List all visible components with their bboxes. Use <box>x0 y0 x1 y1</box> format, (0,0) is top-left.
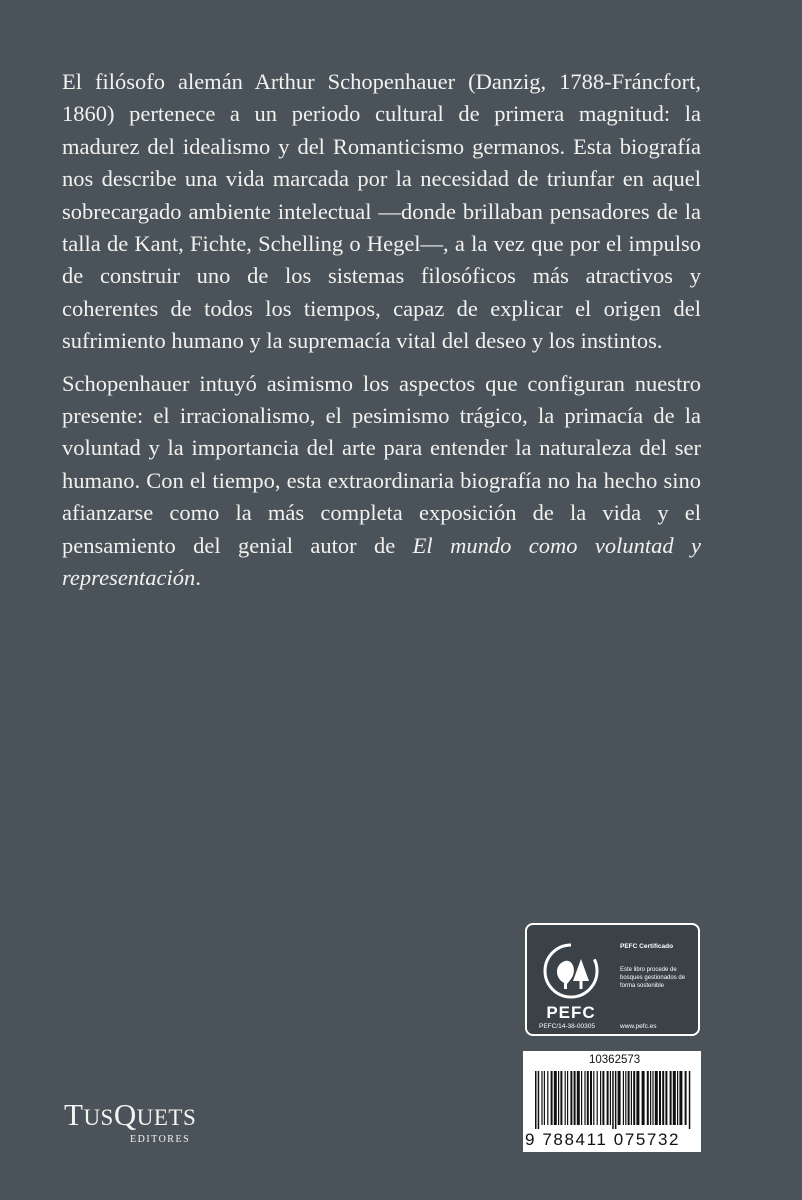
barcode-bar <box>610 1071 611 1125</box>
blurb-paragraph-1: El filósofo alemán Arthur Schopenhauer (Danzig, 1788-Fráncfort, 1860) pertenece a un periodo cultural de primera magnitud: la madurez del idealismo y del Romanticismo germanos. Esta biografía nos describe una vida marcada por la necesidad de triunfar en aquel sobrecargado ambiente intelectual —donde brillaban pensadores de la talla de Kant, Fichte, Schelling o Hegel—, a la vez que por el impulso de construir uno de los sistemas filosóficos más atractivos y coherentes de todos los tiempos, capaz de explicar el origen del sufrimiento humano y la supremacía vital del deseo y los instintos. <box>62 69 701 354</box>
barcode-bar <box>628 1071 630 1125</box>
isbn-barcode <box>523 1051 701 1152</box>
barcode-bar <box>623 1071 624 1125</box>
barcode-bar <box>625 1071 626 1125</box>
publisher-subtitle: EDITORES <box>130 1134 191 1145</box>
pefc-trees-icon <box>537 937 605 1005</box>
barcode-bar <box>551 1071 553 1125</box>
barcode-bar <box>597 1071 598 1125</box>
barcode-bar <box>689 1071 691 1129</box>
barcode-bar <box>633 1071 635 1125</box>
barcode-bar <box>673 1071 676 1125</box>
pefc-cert-description: Este libro procede de bosques gestionados de forma sostenible <box>620 967 686 989</box>
pefc-brand: PEFC <box>546 1003 596 1022</box>
barcode-bar <box>631 1071 632 1125</box>
publisher-name-part2: US <box>83 1105 114 1130</box>
pefc-website: www.pefc.es <box>620 1023 657 1030</box>
barcode-bar <box>538 1071 540 1129</box>
blurb-paragraph-2 <box>62 368 701 595</box>
barcode-bar <box>615 1071 617 1129</box>
barcode-bar <box>650 1071 651 1125</box>
barcode-bar <box>570 1071 572 1125</box>
isbn-digits: 9 788411 075732 <box>525 1130 681 1149</box>
barcode-bar <box>618 1071 621 1125</box>
barcode-bar <box>612 1071 614 1129</box>
back-cover-blurb <box>62 66 701 595</box>
barcode-bar <box>652 1071 653 1125</box>
barcode-bar <box>593 1071 594 1125</box>
blurb-paragraph-2-end: . <box>195 565 201 591</box>
publisher-name-part4: UETS <box>136 1105 197 1130</box>
barcode-bar <box>560 1071 562 1125</box>
barcode-bar <box>607 1071 609 1125</box>
barcode-bar <box>547 1071 548 1125</box>
publisher-name-part3: Q <box>113 1097 137 1132</box>
barcode-bar <box>602 1071 604 1125</box>
barcode-bar <box>558 1071 559 1125</box>
barcode-bar <box>600 1071 601 1125</box>
book-title: El mundo como voluntad y representación <box>62 532 701 591</box>
publisher-name-part1: T <box>64 1097 84 1132</box>
barcode-bar <box>587 1071 589 1125</box>
barcode-ref-number: 10362573 <box>589 1054 641 1066</box>
barcode-bar <box>565 1071 566 1125</box>
publisher-logo <box>64 1097 224 1157</box>
barcode-bar <box>647 1071 649 1125</box>
barcode-bar <box>567 1071 568 1125</box>
barcode-bar <box>574 1071 576 1125</box>
pefc-certification-badge <box>525 923 700 1036</box>
barcode-bar <box>670 1071 672 1125</box>
pefc-code: PEFC/14-38-00305 <box>539 1023 596 1030</box>
barcode-bar <box>677 1071 678 1125</box>
barcode-bar <box>535 1071 537 1129</box>
publisher-name <box>64 1097 196 1133</box>
barcode-bar <box>541 1071 542 1125</box>
barcode-bar <box>659 1071 661 1125</box>
barcode-bar <box>544 1071 545 1125</box>
barcode-bar <box>685 1071 687 1125</box>
barcode-bar <box>584 1071 585 1125</box>
blurb-paragraph-2-text: Schopenhauer intuyó asimismo los aspectos que configuran nuestro presente: el irracionalismo, el pesimismo trágico, la primacía de la voluntad y la importancia del arte para entender la naturaleza del ser humano. Con el tiempo, esta extraordinaria biografía no ha hecho sino afianzarse como la más completa exposición de la vida y el pensamiento del genial autor de <box>62 370 701 558</box>
barcode-bar <box>655 1071 658 1125</box>
barcode-bar <box>662 1071 664 1125</box>
barcode-bar <box>577 1071 580 1125</box>
pefc-cert-title: PEFC Certificado <box>620 943 674 950</box>
barcode-bar <box>642 1071 645 1125</box>
barcode-bar <box>636 1071 639 1125</box>
barcode-bar <box>590 1071 592 1125</box>
barcode-bar <box>581 1071 582 1125</box>
barcode-bar <box>554 1071 557 1125</box>
barcode-bar <box>665 1071 667 1125</box>
barcode-bar <box>679 1071 682 1125</box>
